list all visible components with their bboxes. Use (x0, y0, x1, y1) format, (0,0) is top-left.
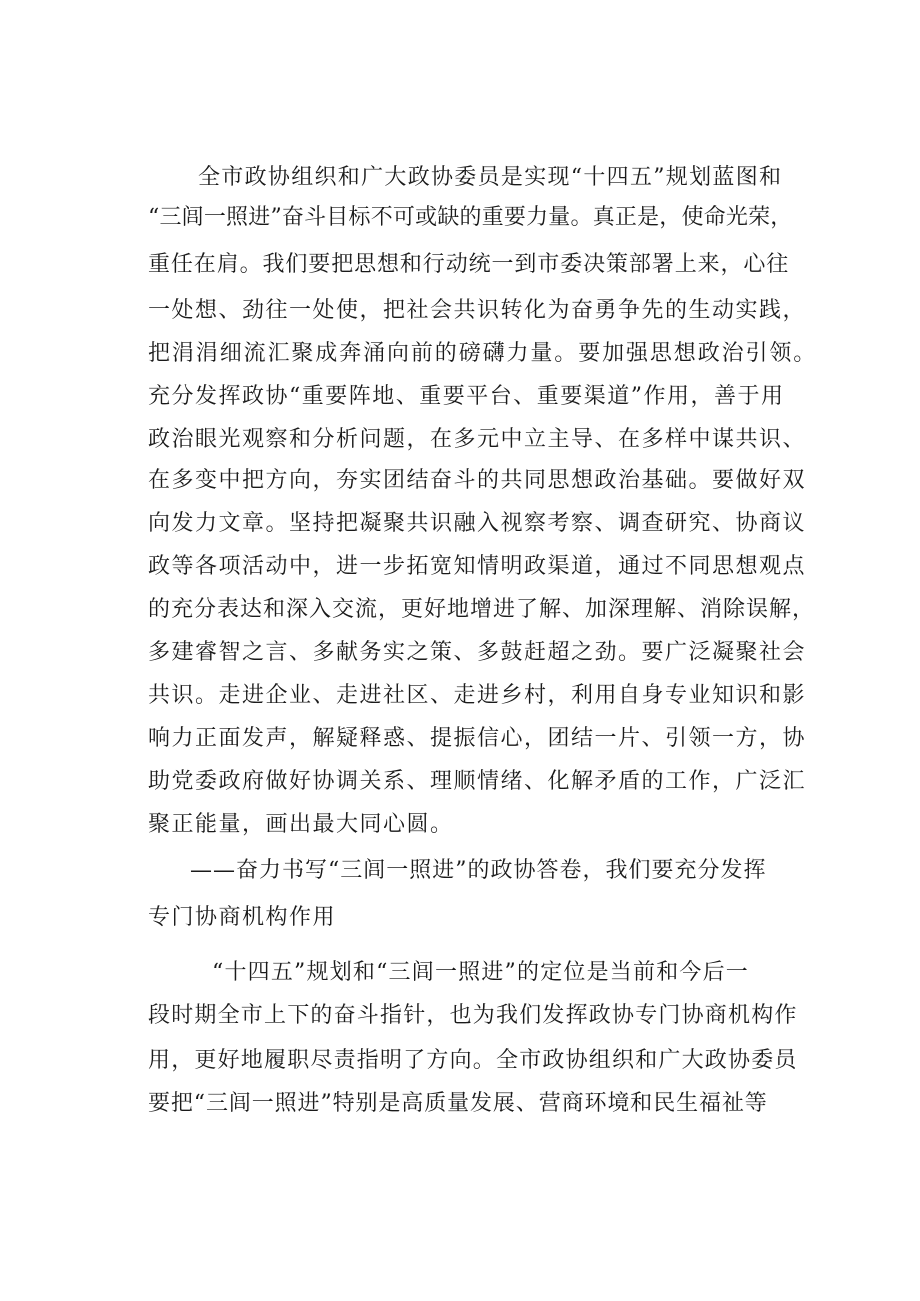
paragraph-2-line-2: 段时期全市上下的奋斗指针，也为我们发挥政协专门协商机构作 (148, 1003, 798, 1028)
paragraph-2-line-4: 要把“三闾一照进”特别是高质量发展、营商环境和民生福祉等 (148, 1091, 768, 1116)
paragraph-1-line-14: 响力正面发声，解疑释惑、提振信心，团结一片、引领一方，协 (148, 726, 807, 751)
paragraph-1-line-2: “三闾一照进”奋斗目标不可或缺的重要力量。真正是，使命光荣， (148, 205, 793, 230)
paragraph-1-line-1: 全市政协组织和广大政协委员是实现“十四五”规划蓝图和 (198, 165, 783, 190)
section-heading-line-2: 专门协商机构作用 (148, 905, 337, 930)
paragraph-1-line-9: 向发力文章。坚持把凝聚共识融入视察考察、调查研究、协商议 (148, 511, 807, 536)
paragraph-1-line-7: 政治眼光观察和分析问题，在多元中立主导、在多样中谋共识、 (148, 427, 807, 452)
section-heading-line-1: ——奋力书写“三闾一照进”的政协答卷，我们要充分发挥 (190, 858, 767, 883)
paragraph-1-line-4: 一处想、劲往一处使，把社会共识转化为奋勇争先的生动实践， (148, 298, 807, 323)
paragraph-1-line-13: 共识。走进企业、走进社区、走进乡村，利用自身专业知识和影 (148, 683, 807, 708)
paragraph-1-line-8: 在多变中把方向，夯实团结奋斗的共同思想政治基础。要做好双 (148, 468, 807, 493)
paragraph-1-line-6: 充分发挥政协“重要阵地、重要平台、重要渠道”作用，善于用 (148, 384, 785, 409)
paragraph-1-line-12: 多建睿智之言、多献务实之策、多鼓赶超之劲。要广泛凝聚社会 (148, 640, 807, 665)
paragraph-2-line-3: 用，更好地履职尽责指明了方向。全市政协组织和广大政协委员 (148, 1048, 798, 1073)
paragraph-1-line-11: 的充分表达和深入交流，更好地增进了解、加深理解、消除误解， (148, 597, 816, 622)
paragraph-1-line-3: 重任在肩。我们要把思想和行动统一到市委决策部署上来，心往 (148, 252, 790, 277)
paragraph-1-line-16: 聚正能量，画出最大同心圆。 (148, 812, 454, 837)
paragraph-1-line-10: 政等各项活动中，进一步拓宽知情明政渠道，通过不同思想观点 (148, 554, 807, 579)
paragraph-1-line-5: 把涓涓细流汇聚成奔涌向前的磅礴力量。要加强思想政治引领。 (148, 341, 818, 366)
paragraph-1-line-15: 助党委政府做好协调关系、理顺情绪、化解矛盾的工作，广泛汇 (148, 769, 807, 794)
paragraph-2-line-1: “十四五”规划和“三闾一照进”的定位是当前和今后一 (212, 960, 749, 985)
